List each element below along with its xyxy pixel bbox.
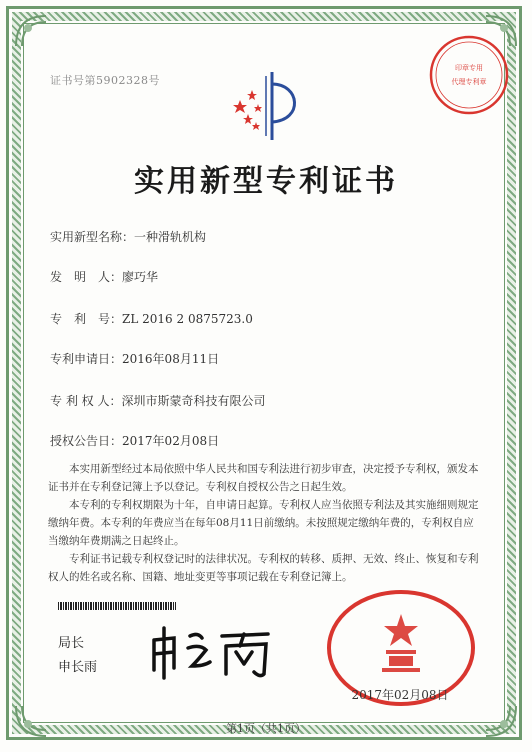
body-paragraph: 本实用新型经过本局依照中华人民共和国专利法进行初步审查，决定授予专利权，颁发本证书并在专利登记簿上予以登记。专利权自授权公告之日起生效。 — [48, 463, 479, 493]
page-footer: 第1页（共1页） — [226, 722, 306, 735]
field-value: 2017年02月08日 — [122, 434, 220, 448]
director-title: 局长 — [58, 636, 85, 651]
body-paragraph: 专利证书记载专利权登记时的法律状况。专利权的转移、质押、无效、终止、恢复和专利权人的姓名或名称、国籍、地址变更等事项记载在专利登记簿上。 — [48, 553, 479, 583]
barcode — [58, 602, 176, 610]
seal-date: 2017年02月08日 — [351, 688, 449, 702]
field-label: 专利申请日： — [50, 352, 123, 366]
field-value: 2016年08月11日 — [122, 352, 220, 366]
seal-center-text: 代理专利章 — [451, 78, 487, 86]
patent-number-row — [50, 310, 253, 327]
patentee-row — [50, 392, 265, 409]
corner-ornament-icon — [14, 14, 48, 48]
seal-center-text: 印章专用 — [455, 64, 483, 72]
grant-date-row — [50, 432, 219, 449]
agency-seal-icon — [428, 34, 510, 116]
field-value: 深圳市斯蒙奇科技有限公司 — [121, 394, 266, 408]
field-value: 一种滑轨机构 — [134, 230, 207, 244]
utility-model-name-row — [50, 228, 206, 245]
field-label: 授权公告日： — [50, 434, 123, 448]
field-label: 实用新型名称： — [50, 230, 135, 244]
field-value: 廖巧华 — [122, 270, 159, 284]
field-value: ZL 2016 2 0875723.0 — [122, 312, 253, 326]
field-label: 专 利 权 人： — [50, 394, 122, 408]
field-label: 专 利 号： — [50, 312, 123, 326]
field-label: 发 明 人： — [50, 270, 123, 284]
director-name: 申长雨 — [58, 660, 98, 675]
inventor-row — [50, 268, 158, 285]
patent-office-logo-icon — [226, 66, 306, 146]
certificate-body — [48, 460, 480, 586]
body-paragraph: 本专利的专利权期限为十年，自申请日起算。专利权人应当依照专利法及其实施细则规定缴纳年费。本专利的年费应当在每年08月11日前缴纳。未按照规定缴纳年费的，专利权自应当缴纳年费期满之日起终止。 — [48, 499, 479, 547]
page-title: 实用新型专利证书 — [134, 164, 398, 199]
filing-date-row — [50, 350, 219, 367]
handwritten-signature-icon — [148, 622, 278, 682]
certificate-number: 证书号第5902328号 — [50, 74, 160, 87]
